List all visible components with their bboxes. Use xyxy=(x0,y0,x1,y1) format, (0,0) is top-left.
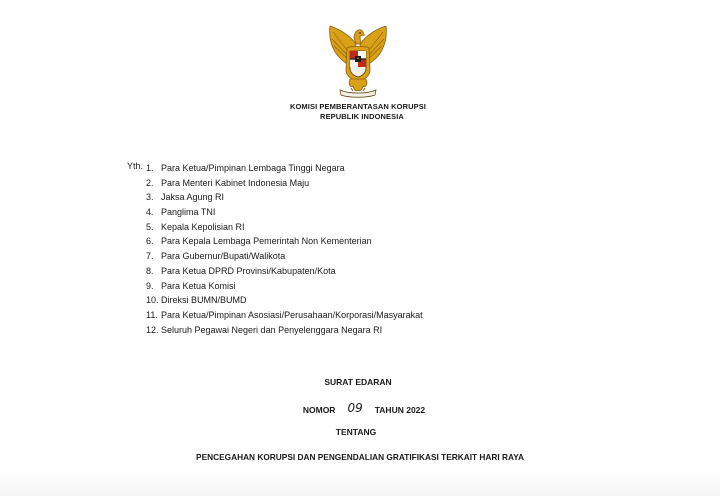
list-item-number: 4. xyxy=(146,207,154,218)
list-item xyxy=(146,323,423,338)
tahun-label: TAHUN 2022 xyxy=(374,405,426,415)
list-item-number: 5. xyxy=(146,221,154,232)
document-number-line xyxy=(4,402,720,416)
list-item xyxy=(146,308,423,323)
list-item xyxy=(146,190,423,205)
list-item-number: 1. xyxy=(146,163,154,173)
list-item-number: 9. xyxy=(146,280,154,291)
list-item-text: Para Ketua DPRD Provinsi/Kabupaten/Kota xyxy=(161,265,336,276)
list-item-number: 6. xyxy=(146,236,154,247)
nomor-label: NOMOR xyxy=(302,405,336,415)
list-item xyxy=(146,161,423,176)
list-item-text: Direksi BUMN/BUMD xyxy=(161,295,247,306)
list-item xyxy=(146,264,423,279)
list-item-number: 12. xyxy=(146,324,159,335)
addressee-prefix: Yth. xyxy=(127,161,144,171)
list-item xyxy=(146,234,423,249)
garuda-emblem-icon xyxy=(320,24,396,98)
list-item-text: Seluruh Pegawai Negeri dan Penyelenggara Negara RI xyxy=(161,324,383,335)
subject-label: TENTANG xyxy=(335,427,377,437)
list-item xyxy=(146,279,423,294)
list-item-number: 2. xyxy=(146,177,154,188)
list-item xyxy=(146,176,423,191)
institution-country: REPUBLIK INDONESIA xyxy=(320,112,404,121)
list-item-number: 8. xyxy=(146,265,154,276)
list-item xyxy=(146,293,423,308)
document-title: PENCEGAHAN KORUPSI DAN PENGENDALIAN GRATIFIKASI TERKAIT HARI RAYA xyxy=(196,452,524,462)
list-item-text: Para Ketua Komisi xyxy=(161,280,236,291)
list-item xyxy=(146,205,423,220)
list-item-text: Para Ketua/Pimpinan Asosiasi/Perusahaan/Korporasi/Masyarakat xyxy=(161,309,423,320)
list-item-text: Jaksa Agung RI xyxy=(161,192,225,203)
list-item-number: 10. xyxy=(146,295,159,306)
list-item-text: Para Ketua/Pimpinan Lembaga Tinggi Negara xyxy=(161,163,345,173)
nomor-value: 09 xyxy=(347,401,363,415)
list-item-text: Para Menteri Kabinet Indonesia Maju xyxy=(161,177,310,188)
list-item-text: Panglima TNI xyxy=(161,207,216,218)
list-item-number: 7. xyxy=(146,251,154,262)
list-item-text: Para Gubernur/Bupati/Walikota xyxy=(161,251,286,262)
list-item-text: Para Kepala Lembaga Pemerintah Non Kementerian xyxy=(161,236,372,247)
addressee-list xyxy=(146,161,423,337)
list-item-text: Kepala Kepolisian RI xyxy=(161,221,245,232)
list-item xyxy=(146,249,423,264)
list-item xyxy=(146,220,423,235)
document-type: SURAT EDARAN xyxy=(324,377,392,387)
institution-name: KOMISI PEMBERANTASAN KORUPSI xyxy=(289,102,426,111)
list-item-number: 3. xyxy=(146,192,154,203)
list-item-number: 11. xyxy=(146,309,158,320)
